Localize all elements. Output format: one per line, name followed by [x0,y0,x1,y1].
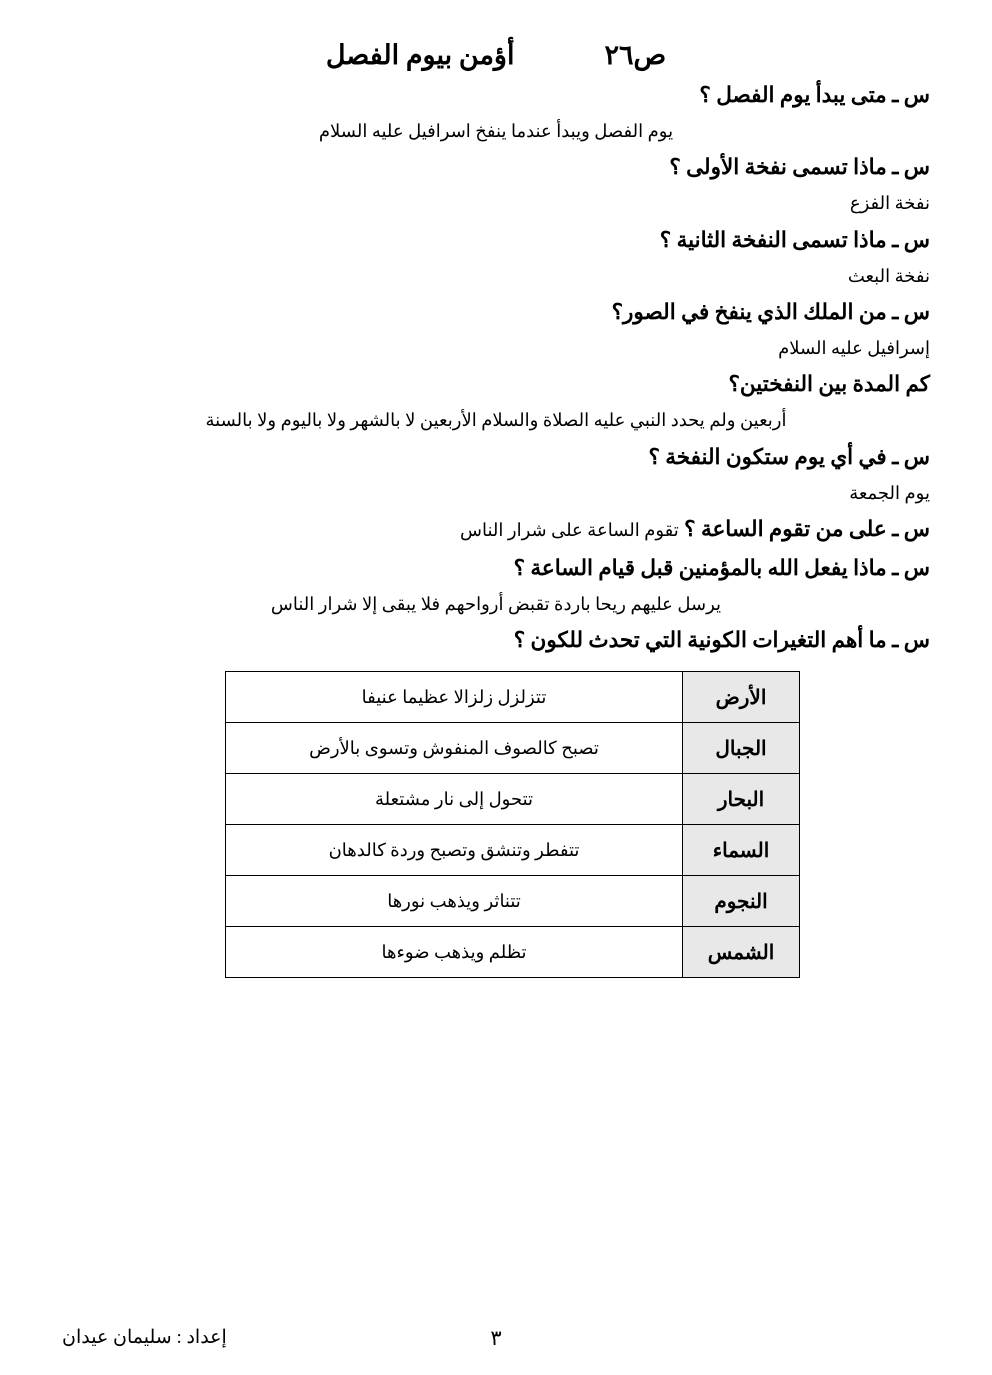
title-text: أؤمن بيوم الفصل [325,40,515,70]
page-reference: ص٢٦ [604,40,667,70]
row-label-stars: النجوم [683,876,800,927]
answer-1: يوم الفصل ويبدأ عندما ينفخ اسرافيل عليه السلام [318,121,674,142]
answer-6: يوم الجمعة [849,482,930,503]
footer-page-number: ٣ [490,1326,502,1350]
table-row [226,927,800,978]
row-value-sun: تظلم ويذهب ضوءها [226,927,683,978]
row-value-sky: تتفطر وتنشق وتصبح وردة كالدهان [226,825,683,876]
table-row [226,672,800,723]
page-title [62,40,930,71]
table-row [226,876,800,927]
question-4: س ـ من الملك الذي ينفخ في الصور؟ [611,299,930,324]
table-row [226,723,800,774]
question-6: س ـ في أي يوم ستكون النفخة ؟ [648,444,930,469]
question-7-text: س ـ على من تقوم الساعة ؟ [684,516,930,541]
row-value-mountains: تصبح كالصوف المنفوش وتسوى بالأرض [226,723,683,774]
row-label-sky: السماء [683,825,800,876]
question-2: س ـ ماذا تسمى نفخة الأولى ؟ [669,155,930,180]
question-9: س ـ ما أهم التغيرات الكونية التي تحدث للكون ؟ [513,628,930,653]
table-row [226,825,800,876]
answer-7-inline: تقوم الساعة على شرار الناس [460,519,679,540]
row-value-seas: تتحول إلى نار مشتعلة [226,774,683,825]
row-label-sun: الشمس [683,927,800,978]
answer-8: يرسل عليهم ريحا باردة تقبض أرواحهم فلا يبقى إلا شرار الناس [270,593,722,614]
question-1: س ـ متى يبدأ يوم الفصل ؟ [699,83,930,107]
row-label-seas: البحار [683,774,800,825]
row-label-mountains: الجبال [683,723,800,774]
cosmic-changes-table [225,671,800,978]
row-value-stars: تتناثر ويذهب نورها [226,876,683,927]
table-row [226,774,800,825]
question-5: كم المدة بين النفختين؟ [728,372,930,397]
row-value-earth: تتزلزل زلزالا عظيما عنيفا [226,672,683,723]
question-8: س ـ ماذا يفعل الله بالمؤمنين قبل قيام الساعة ؟ [513,555,930,580]
row-label-earth: الأرض [683,672,800,723]
footer-prepared-by: إعداد : سليمان عيدان [62,1327,227,1348]
answer-5: أربعين ولم يحدد النبي عليه الصلاة والسلام الأربعين لا بالشهر ولا باليوم ولا بالسنة [205,410,787,431]
question-7 [62,515,930,544]
page-footer [62,1326,930,1349]
question-3: س ـ ماذا تسمى النفخة الثانية ؟ [659,227,930,252]
answer-3: نفخة البعث [847,265,930,286]
answer-4: إسرافيل عليه السلام [778,337,930,358]
answer-2: نفخة الفزع [849,193,930,214]
